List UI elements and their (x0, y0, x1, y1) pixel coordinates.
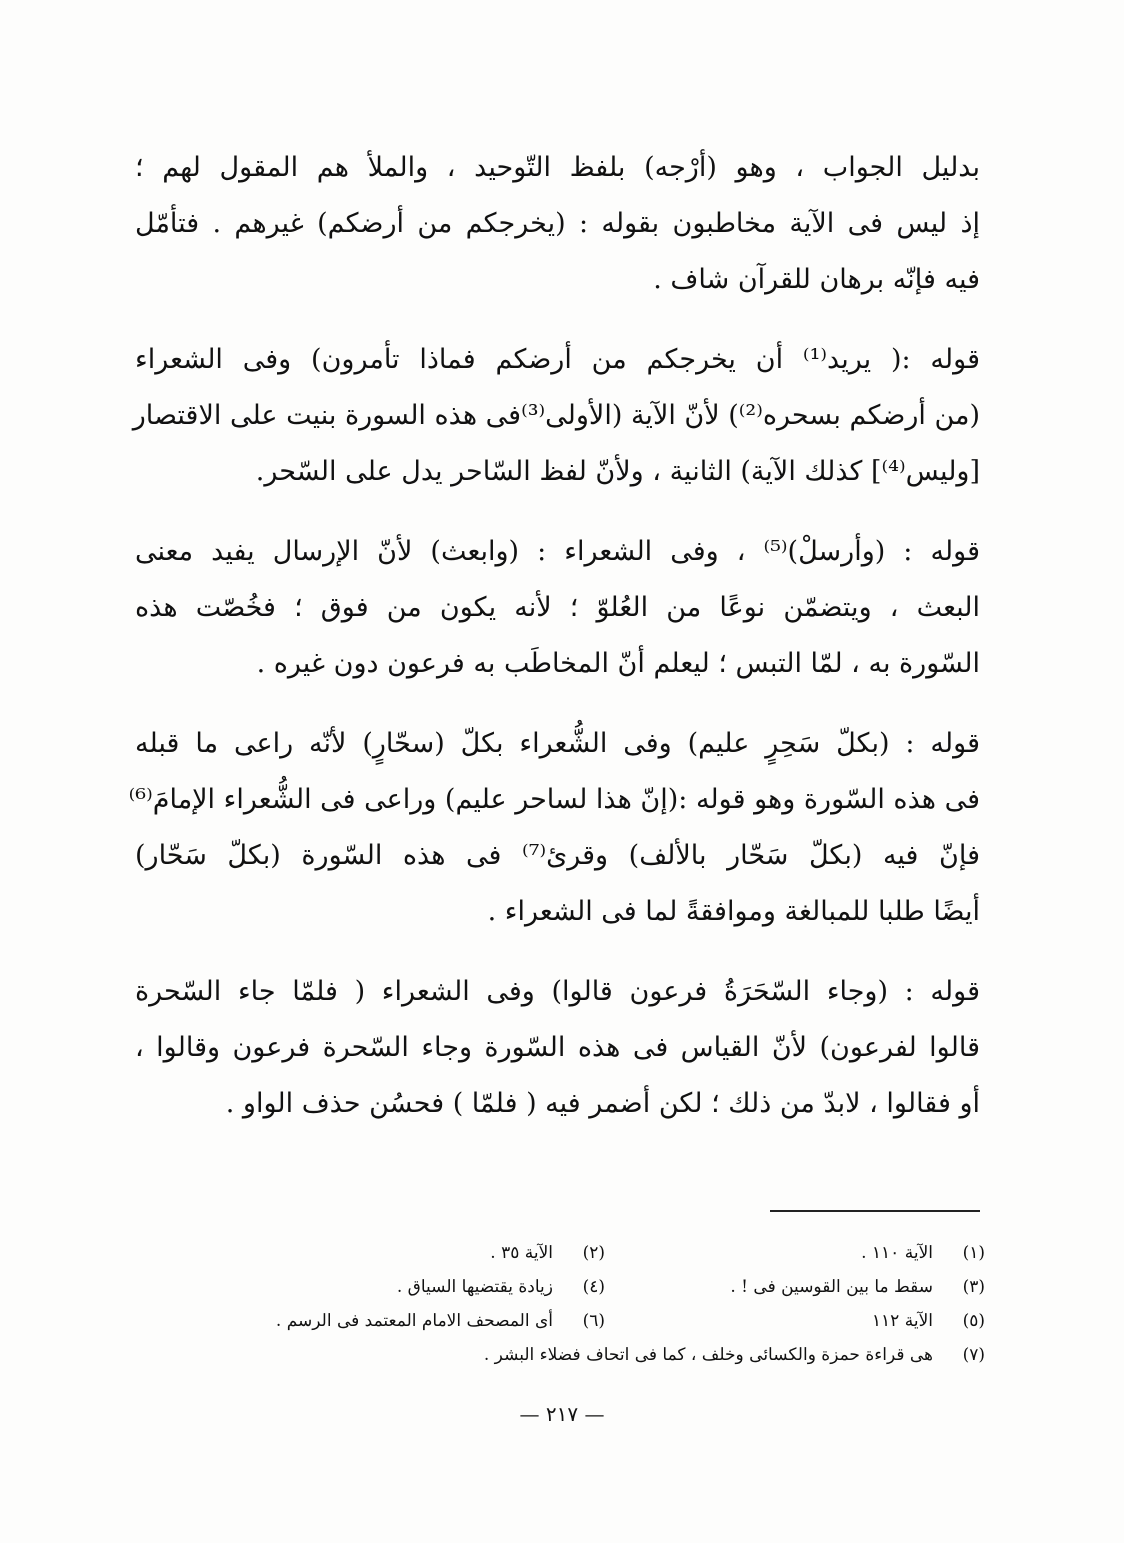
text-line: السّورة به ، لمّا التبس ؛ ليعلم أنّ المخاطَب به فرعون دون غيره . (256, 648, 980, 679)
paragraph-3 (135, 524, 980, 692)
text-line: قوله : (وجاء السّحَرَةُ فرعون قالوا) وفى الشعراء ( فلمّا جاء السّحرة (135, 976, 980, 1007)
footnote (605, 1236, 985, 1270)
footnote-text: سقط ما بين القوسين فى ! . (730, 1277, 933, 1297)
footnotes (140, 1236, 985, 1372)
footnote-text: هى قراءة حمزة والكسائى وخلف ، كما فى اتحاف فضلاء البشر . (483, 1345, 933, 1365)
footnote-text: الآية ٣٥ . (490, 1243, 553, 1263)
footnote-text: الآية ١١٢ (871, 1311, 933, 1331)
text-line: فى هذه السّورة وهو قوله :(إنّ هذا لساحر عليم) وراعى فى الشُّعراء الإمامَ⁽⁶⁾ (128, 784, 980, 815)
text-line: قوله : (بكلّ سَحِرٍ عليم) وفى الشُّعراء بكلّ (سحّارٍ) لأنّه راعى ما قبله (135, 728, 980, 759)
footnote-number: (١) (962, 1243, 985, 1263)
text-line: [وليس⁽⁴⁾] كذلك الآية) الثانية ، ولأنّ لفظ السّاحر يدل على السّحر. (255, 456, 980, 487)
footnote (140, 1338, 985, 1372)
paragraph-1 (135, 140, 980, 308)
footnote-divider (770, 1210, 980, 1212)
footnote-number: (٧) (962, 1345, 985, 1365)
paragraph-2 (132, 332, 980, 500)
text-line: قوله :( يريد⁽¹⁾ أن يخرجكم من أرضكم فماذا تأمرون) وفى الشعراء (135, 344, 980, 375)
footnote (225, 1236, 605, 1270)
footnote-text: الآية ١١٠ . (861, 1243, 933, 1263)
footnote-row (140, 1338, 985, 1372)
text-line: أو فقالوا ، لابدّ من ذلك ؛ لكن أضمر فيه ( فلمّا ) فحسُن حذف الواو . (225, 1088, 980, 1119)
footnote-row (140, 1236, 985, 1270)
footnote-text: زيادة يقتضيها السياق . (396, 1277, 553, 1297)
text-line: قوله : (وأرسلْ)⁽⁵⁾ ، وفى الشعراء : (وابعث) لأنّ الإرسال يفيد معنى (135, 536, 980, 567)
footnote (225, 1304, 605, 1338)
paragraph-4 (128, 716, 980, 940)
main-text (128, 140, 980, 1132)
footnote-row (140, 1304, 985, 1338)
footnote-row (140, 1270, 985, 1304)
footnote-number: (٤) (582, 1277, 605, 1297)
text-line: فإنّ فيه (بكلّ سَحّار بالألف) وقرئ⁽⁷⁾ فى هذه السّورة (بكلّ سَحّار) (135, 840, 980, 871)
text-line: بدليل الجواب ، وهو (أرْجه) بلفظ التّوحيد ، والملأ هم المقول لهم ؛ (135, 152, 980, 183)
footnote-text: أى المصحف الامام المعتمد فى الرسم . (275, 1311, 553, 1331)
footnote (225, 1270, 605, 1304)
text-line: (من أرضكم بسحره⁽²⁾) لأنّ الآية (الأولى⁽³⁾فى هذه السورة بنيت على الاقتصار (132, 400, 980, 431)
text-line: قالوا لفرعون) لأنّ القياس فى هذه السّورة وجاء السّحرة فرعون وقالوا ، (135, 1032, 980, 1063)
text-line: إذ ليس فى الآية مخاطبون بقوله : (يخرجكم من أرضكم) غيرهم . فتأمّل (135, 208, 980, 239)
footnote-number: (٢) (582, 1243, 605, 1263)
footnote (605, 1270, 985, 1304)
footnote (605, 1304, 985, 1338)
text-line: فيه فإنّه برهان للقرآن شاف . (653, 264, 980, 295)
paragraph-5 (135, 964, 980, 1132)
text-line: أيضًا طلبا للمبالغة وموافقةً لما فى الشعراء . (487, 896, 980, 927)
footnote-number: (٥) (962, 1311, 985, 1331)
footnote-number: (٦) (582, 1311, 605, 1331)
page-number: — ٢١٧ — (519, 1402, 605, 1426)
footnote-number: (٣) (962, 1277, 985, 1297)
text-line: البعث ، ويتضمّن نوعًا من العُلوّ ؛ لأنه يكون من فوق ؛ فخُصّت هذه (135, 592, 980, 623)
